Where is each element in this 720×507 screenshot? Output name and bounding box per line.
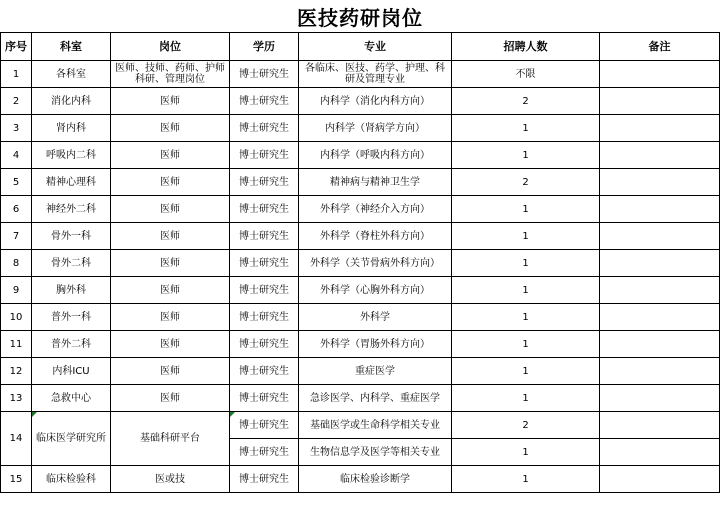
cell-edu: 博士研究生 bbox=[230, 88, 299, 115]
cell-edu: 博士研究生 bbox=[230, 61, 299, 88]
cell-seq: 11 bbox=[1, 331, 32, 358]
header-dept: 科室 bbox=[32, 33, 111, 61]
cell-count: 不限 bbox=[452, 61, 600, 88]
cell-seq: 12 bbox=[1, 358, 32, 385]
cell-edu: 博士研究生 bbox=[230, 115, 299, 142]
cell-major: 临床检验诊断学 bbox=[299, 466, 452, 493]
cell-count: 1 bbox=[452, 385, 600, 412]
cell-note bbox=[600, 358, 720, 385]
cell-count: 1 bbox=[452, 115, 600, 142]
cell-count: 2 bbox=[452, 88, 600, 115]
header-edu: 学历 bbox=[230, 33, 299, 61]
cell-major: 外科学（胃肠外科方向） bbox=[299, 331, 452, 358]
cell-major: 内科学（消化内科方向） bbox=[299, 88, 452, 115]
cell-seq: 10 bbox=[1, 304, 32, 331]
cell-edu: 博士研究生 bbox=[230, 277, 299, 304]
cell-edu: 博士研究生 bbox=[230, 142, 299, 169]
cell-post: 基础科研平台 bbox=[111, 412, 230, 466]
cell-major: 生物信息学及医学等相关专业 bbox=[299, 439, 452, 466]
header-seq: 序号 bbox=[1, 33, 32, 61]
table-row bbox=[1, 412, 720, 439]
cell-post: 医师 bbox=[111, 169, 230, 196]
cell-note bbox=[600, 331, 720, 358]
cell-seq: 13 bbox=[1, 385, 32, 412]
header-major: 专业 bbox=[299, 33, 452, 61]
cell-dept: 普外二科 bbox=[32, 331, 111, 358]
cell-dept: 骨外一科 bbox=[32, 223, 111, 250]
cell-count: 1 bbox=[452, 142, 600, 169]
cell-edu: 博士研究生 bbox=[230, 304, 299, 331]
cell-count: 1 bbox=[452, 331, 600, 358]
cell-dept: 神经外二科 bbox=[32, 196, 111, 223]
cell-note bbox=[600, 61, 720, 88]
table-row bbox=[1, 385, 720, 412]
cell-dept: 骨外二科 bbox=[32, 250, 111, 277]
cell-post: 医师 bbox=[111, 88, 230, 115]
table-row bbox=[1, 277, 720, 304]
cell-count: 2 bbox=[452, 412, 600, 439]
cell-seq: 6 bbox=[1, 196, 32, 223]
cell-note bbox=[600, 385, 720, 412]
cell-major: 精神病与精神卫生学 bbox=[299, 169, 452, 196]
cell-post: 医师 bbox=[111, 304, 230, 331]
cell-count: 1 bbox=[452, 196, 600, 223]
cell-dept: 内科ICU bbox=[32, 358, 111, 385]
cell-edu: 博士研究生 bbox=[230, 412, 299, 439]
cell-seq: 3 bbox=[1, 115, 32, 142]
cell-post: 医师 bbox=[111, 331, 230, 358]
cell-edu: 博士研究生 bbox=[230, 196, 299, 223]
cell-dept: 临床医学研究所 bbox=[32, 412, 111, 466]
cell-major: 基础医学或生命科学相关专业 bbox=[299, 412, 452, 439]
cell-count: 1 bbox=[452, 466, 600, 493]
cell-note bbox=[600, 196, 720, 223]
cell-edu: 博士研究生 bbox=[230, 331, 299, 358]
cell-seq: 9 bbox=[1, 277, 32, 304]
cell-dept: 呼吸内二科 bbox=[32, 142, 111, 169]
cell-edu: 博士研究生 bbox=[230, 169, 299, 196]
cell-note bbox=[600, 88, 720, 115]
table-row bbox=[1, 61, 720, 88]
cell-post: 医师 bbox=[111, 196, 230, 223]
cell-major: 急诊医学、内科学、重症医学 bbox=[299, 385, 452, 412]
cell-dept: 肾内科 bbox=[32, 115, 111, 142]
cell-edu: 博士研究生 bbox=[230, 439, 299, 466]
header-post: 岗位 bbox=[111, 33, 230, 61]
table-row bbox=[1, 304, 720, 331]
cell-note bbox=[600, 439, 720, 466]
table-row bbox=[1, 331, 720, 358]
cell-major: 内科学（呼吸内科方向） bbox=[299, 142, 452, 169]
cell-post: 医师 bbox=[111, 142, 230, 169]
cell-major: 外科学（心胸外科方向） bbox=[299, 277, 452, 304]
cell-seq: 14 bbox=[1, 412, 32, 466]
cell-note bbox=[600, 250, 720, 277]
table-row bbox=[1, 88, 720, 115]
cell-post: 医师 bbox=[111, 385, 230, 412]
cell-dept: 胸外科 bbox=[32, 277, 111, 304]
cell-edu: 博士研究生 bbox=[230, 385, 299, 412]
cell-note bbox=[600, 466, 720, 493]
cell-major: 内科学（肾病学方向） bbox=[299, 115, 452, 142]
table-row bbox=[1, 358, 720, 385]
cell-note bbox=[600, 115, 720, 142]
table-row bbox=[1, 196, 720, 223]
header-note: 备注 bbox=[600, 33, 720, 61]
table-row bbox=[1, 142, 720, 169]
cell-seq: 1 bbox=[1, 61, 32, 88]
cell-seq: 4 bbox=[1, 142, 32, 169]
positions-table bbox=[0, 32, 720, 493]
cell-dept: 急救中心 bbox=[32, 385, 111, 412]
cell-note bbox=[600, 412, 720, 439]
cell-count: 1 bbox=[452, 277, 600, 304]
cell-edu: 博士研究生 bbox=[230, 223, 299, 250]
table-row bbox=[1, 115, 720, 142]
cell-major: 外科学 bbox=[299, 304, 452, 331]
cell-note bbox=[600, 142, 720, 169]
cell-dept: 精神心理科 bbox=[32, 169, 111, 196]
cell-post: 医师 bbox=[111, 250, 230, 277]
cell-edu: 博士研究生 bbox=[230, 250, 299, 277]
cell-count: 1 bbox=[452, 439, 600, 466]
table-row bbox=[1, 223, 720, 250]
cell-count: 1 bbox=[452, 304, 600, 331]
cell-post: 医或技 bbox=[111, 466, 230, 493]
cell-note bbox=[600, 223, 720, 250]
table-row bbox=[1, 169, 720, 196]
cell-note bbox=[600, 277, 720, 304]
cell-post: 医师 bbox=[111, 277, 230, 304]
cell-count: 1 bbox=[452, 250, 600, 277]
cell-note bbox=[600, 169, 720, 196]
cell-dept: 临床检验科 bbox=[32, 466, 111, 493]
cell-major: 外科学（神经介入方向） bbox=[299, 196, 452, 223]
cell-seq: 8 bbox=[1, 250, 32, 277]
header-count: 招聘人数 bbox=[452, 33, 600, 61]
cell-post: 医师 bbox=[111, 115, 230, 142]
cell-count: 1 bbox=[452, 223, 600, 250]
cell-major: 重症医学 bbox=[299, 358, 452, 385]
cell-post: 医师 bbox=[111, 358, 230, 385]
cell-seq: 2 bbox=[1, 88, 32, 115]
table-row bbox=[1, 466, 720, 493]
cell-edu: 博士研究生 bbox=[230, 358, 299, 385]
cell-count: 1 bbox=[452, 358, 600, 385]
page-title: 医技药研岗位 bbox=[297, 6, 423, 30]
cell-seq: 7 bbox=[1, 223, 32, 250]
cell-count: 2 bbox=[452, 169, 600, 196]
cell-note bbox=[600, 304, 720, 331]
cell-dept: 各科室 bbox=[32, 61, 111, 88]
cell-edu: 博士研究生 bbox=[230, 466, 299, 493]
cell-seq: 5 bbox=[1, 169, 32, 196]
table-header-row bbox=[1, 33, 720, 61]
cell-major: 外科学（脊柱外科方向） bbox=[299, 223, 452, 250]
cell-post: 医师 bbox=[111, 223, 230, 250]
cell-dept: 消化内科 bbox=[32, 88, 111, 115]
cell-major: 各临床、医技、药学、护理、科研及管理专业 bbox=[299, 61, 452, 88]
cell-dept: 普外一科 bbox=[32, 304, 111, 331]
table-row bbox=[1, 250, 720, 277]
cell-major: 外科学（关节骨病外科方向） bbox=[299, 250, 452, 277]
cell-post: 医师、技师、药师、护师科研、管理岗位 bbox=[111, 61, 230, 88]
cell-seq: 15 bbox=[1, 466, 32, 493]
